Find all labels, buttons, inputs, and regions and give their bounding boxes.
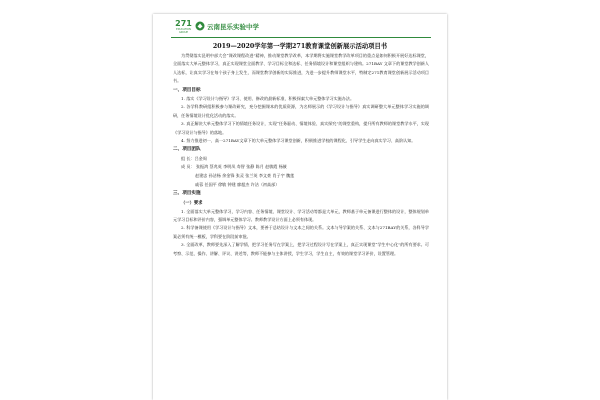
school-emblem-icon [195,21,205,31]
document-body [153,42,447,258]
logo-subtitle: EDUCATION GROUP [176,27,191,34]
section-goals-heading: 一、项目目标 [173,87,201,93]
goal-item: 1. 落实《学习设计与指导》学习、使用、修改的最新标准，积极探索大单元整体学习实施办法。 [181,96,355,102]
section-team-heading: 二、项目团队 [173,147,201,153]
requirement-item: 3. 全面改革，教师要先深入了解学情，把学习任务写在学案上，把学习过程设计写在学案上，真正实现课堂“学生中心化”的所有要求。可考察、示范、操作、讲解、评议、讲述等，教师不能参与主体讲授，学生学习，学生自主，有效的课堂学习评价，设置管理。 [173,242,429,256]
requirement-item: 1. 全面落实大单元整体学习，学习内容、任务情境、课堂设计、学习活动等都是大单元，教师基于单元备课进行整体的设计，整体规划单元学习目标和评价内容，强调单元整体学习。教师教学设计方面上必须有体现。 [173,208,429,223]
team-members-label: 成 员： [181,164,195,170]
document-title: 2019—2020学年第一学期271教育课堂创新展示活动项目书 [212,43,388,50]
goal-item: 2. 各学科教研组积极参与课改研究，充分挖掘课本的优质资源，为名师展示的《学习设计与指导》真实调研整大单元整体学习实施的调研，任务情境设计优化活动的落实。 [173,104,429,118]
team-members-row [181,163,429,172]
page-header [153,14,447,38]
team-members-line: 戚蓉 任国平 徐敏 钟建 廖超杰 许洁（初高部） [195,181,280,187]
intro-paragraph: 为贯彻落实昆明中部大会“课改课程改进”精神，推动课堂教学改革，本学期将实施课堂教学改革项目的重点是如何积极开展好达标课堂，全面落实大单元整体学习，真正实现课堂全面教学、学习目标全和达标、任务情境设计和课堂组织与建构。271BAY 文章下的课堂教学创新人人达标，让真实学习在每个孩子身上发生，而课堂教学创新的实际推进，为进一步提升教师课堂水平，特制定271教育课堂创新展示活动项目书。 [173,53,429,84]
goal-item: 4. 努力推进初一、高一271BAY文章下的大单元整体学习课堂创新，积极推进学校的课程化、引导学生走向真实学习、高阶认知。 [181,138,416,144]
goal-item: 3. 真正解决大单元整体学习下的情境任务设计，实现“任务驱动、情境体验、真实探究”的课堂重构，提升所有教师的课堂教学水平，实现《学习设计与指导》的落地。 [173,121,429,135]
logo-number: 271 [175,18,192,28]
school-name: 云南昆乐实验中学 [207,22,259,31]
team-leader: 组 长：吕金周 [181,155,207,161]
school-logo [195,20,259,32]
requirement-item: 2. 科学备课使用《学习设计与指导》文本，要善于总结设计与文本之间的关系。文本与导学案的关系、文本与271BAY的关系，各科导学案必须有统一模板，学科要在阶段前审批。 [173,225,429,239]
section-implementation-heading: 三、项目实施 [173,191,201,197]
logo-271 [173,18,194,35]
document-page [153,14,447,400]
team-members-line: 赵建忠 孙洁杨 余金锋 张灵 张兰英 李文豪 肖子宇 魏莲 [195,173,295,179]
requirements-subheading: （一）要求 [181,200,203,206]
team-members-line: 张振鸿 蔡兆英 李明凤 寿智 张静 陈月 赵敏霞 杨筱 [195,164,287,170]
header-divider [171,37,431,38]
